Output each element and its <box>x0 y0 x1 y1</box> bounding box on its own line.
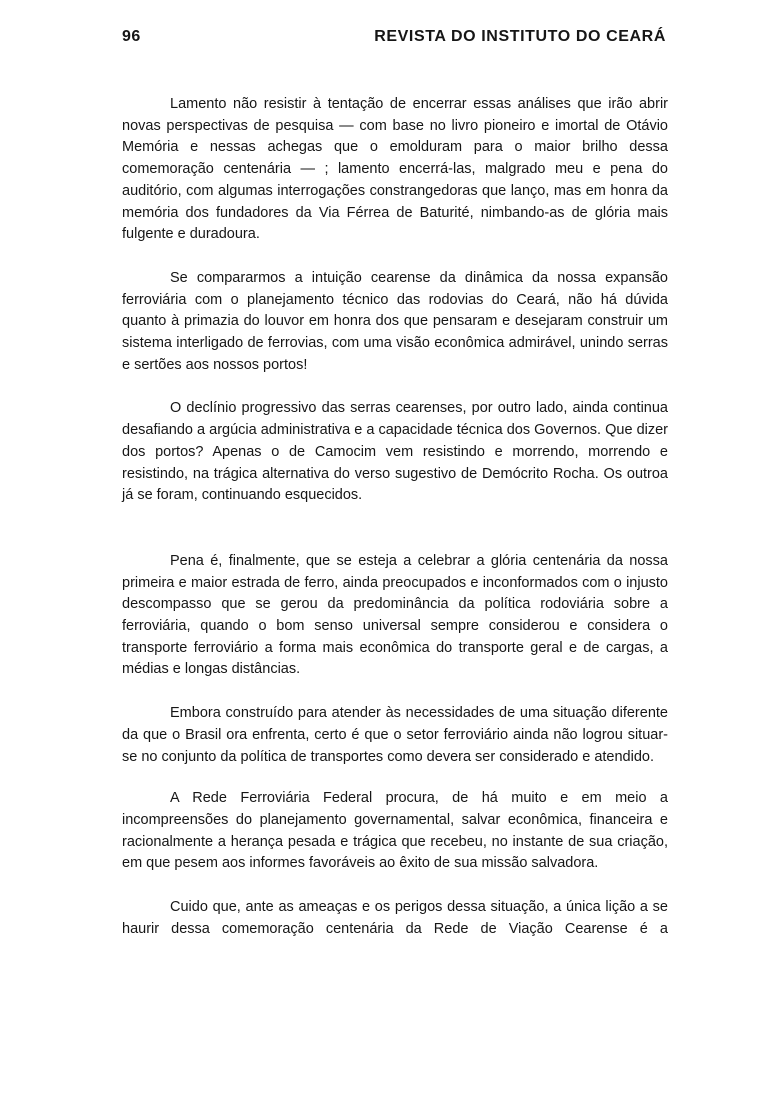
body-text <box>122 94 668 941</box>
paragraph: Pena é, finalmente, que se esteja a celebrar a glória centenária da nossa primeira e maior estrada de ferro, ainda preocupados e inconformados com o injusto descompasso que se gerou da predominância da política rodoviária sobre a ferroviária, quando o bom senso universal sempre considerou e considera o transporte ferroviário a forma mais econômica do transporte geral e de cargas, a médias e longas distâncias. <box>122 552 668 678</box>
paragraph: O declínio progressivo das serras cearenses, por outro lado, ainda continua desafiando a argúcia administrativa e a capacidade técnica dos Governos. Que dizer dos portos? Apenas o de Camocim vem resistindo e morrendo, morrendo e resistindo, na trágica alternativa do verso sugestivo de Demócrito Rocha. Os outroa já se foram, continuando esquecidos. <box>122 400 668 504</box>
running-title: REVISTA DO INSTITUTO DO CEARÁ <box>374 28 666 45</box>
page-number: 96 <box>122 28 141 45</box>
paragraph: Cuido que, ante as ameaças e os perigos dessa situação, a única lição a se haurir dessa comemoração centenária da Rede de Viação Cearense é a <box>122 899 668 937</box>
paragraph: A Rede Ferroviária Federal procura, de há muito e em meio a incompreensões do planejamento governamental, salvar econômica, financeira e racionalmente a herança pesada e trágica que recebeu, no instante de sua criação, em que pesem aos informes favoráveis ao êxito de sua missão salvadora. <box>122 790 668 872</box>
paragraph: Se compararmos a intuição cearense da dinâmica da nossa expansão ferroviária com o planejamento técnico das rodovias do Ceará, não há dúvida quanto à primazia do louvor em honra dos que pensaram e desejaram construir um sistema interligado de ferrovias, com uma visão econômica admirável, unindo serras e sertões aos nossos portos! <box>122 269 668 373</box>
paragraph: Lamento não resistir à tentação de encerrar essas análises que irão abrir novas perspectivas de pesquisa — com base no livro pioneiro e imortal de Otávio Memória e nessas achegas que o emolduram para o maior brilho dessa comemoração centenária — ; lamento encerrá-las, malgrado meu e pena do auditório, com algumas interrogações constrangedoras que lanço, mas em honra da memória dos fundadores da Via Férrea de Baturité, nimbando-as de glória mais fulgente e duradoura. <box>122 96 668 243</box>
page-header <box>122 28 666 50</box>
paragraph: Embora construído para atender às necessidades de uma situação diferente da que o Brasil ora enfrenta, certo é que o setor ferroviário ainda não logrou situar-se no conjunto da política de transportes como devera ser considerado e atendido. <box>122 705 668 765</box>
